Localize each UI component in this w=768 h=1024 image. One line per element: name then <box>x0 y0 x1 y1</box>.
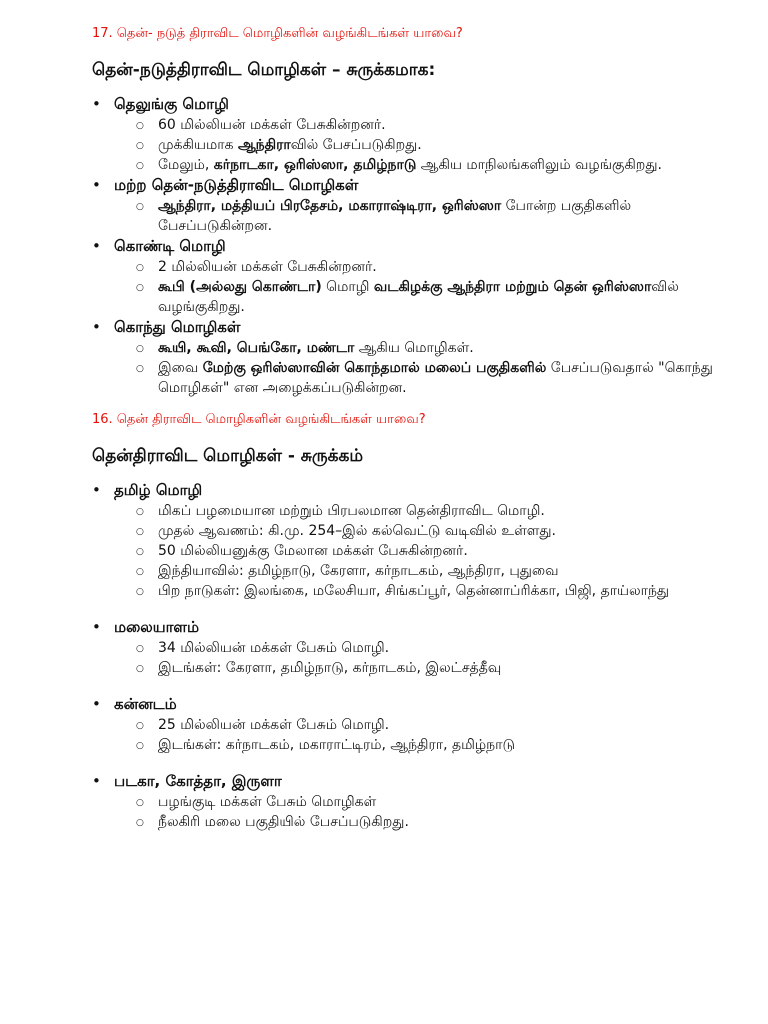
list-item: ○ பிற நாடுகள்: இலங்கை, மலேசியா, சிங்கப்பூர், தென்னாப்ரிக்கா, பிஜி, தாய்லாந்து <box>158 581 728 601</box>
list-item-other-south-central <box>114 175 728 236</box>
list-item: ○ ஆந்திரா, மத்தியப் பிரதேசம், மகாராஷ்டிரா, ஒரிஸ்ஸா போன்ற பகுதிகளில் பேசப்படுகின்றன. <box>158 196 728 236</box>
south-list <box>92 480 728 601</box>
list-item: ○ 34 மில்லியன் மக்கள் பேசும் மொழி. <box>158 638 728 658</box>
kannada-sublist <box>114 715 728 755</box>
list-item-kond <box>114 317 728 398</box>
question-17: 17. தென்- நடுத் திராவிட மொழிகளின் வழங்கிடங்கள் யாவை? <box>92 26 463 41</box>
question-16: 16. தென் திராவிட மொழிகளின் வழங்கிடங்கள் யாவை? <box>92 412 426 427</box>
list-item: ○ இடங்கள்: கர்நாடகம், மகாராட்டிரம், ஆந்திரா, தமிழ்நாடு <box>158 735 728 755</box>
telugu-sublist <box>114 115 728 175</box>
list-item: ○ 25 மில்லியன் மக்கள் பேசும் மொழி. <box>158 715 728 735</box>
list-item: ○ கூபி (அல்லது கொண்டா) மொழி வடகிழக்கு ஆந்திரா மற்றும் தென் ஒரிஸ்ஸாவில் வழங்குகிறது. <box>158 277 728 317</box>
list-item: ○ இவை மேற்கு ஒரிஸ்ஸாவின் கொந்தமால் மலைப் பகுதிகளில் பேசப்படுவதால் "கொந்து மொழிகள்" என அழைக்கப்படுகின்றன. <box>158 358 728 398</box>
list-item: ○ இந்தியாவில்: தமிழ்நாடு, கேரளா, கர்நாடகம், ஆந்திரா, புதுவை <box>158 561 728 581</box>
list-item: ○ இடங்கள்: கேரளா, தமிழ்நாடு, கர்நாடகம், இலட்சத்தீவு <box>158 658 728 678</box>
kond-title: கொந்து மொழிகள் <box>114 318 241 336</box>
heading-south-central: தென்-நடுத்திராவிட மொழிகள் – சுருக்கமாக: <box>92 60 436 80</box>
gondi-title: கொண்டி மொழி <box>114 237 226 255</box>
malayalam-title: மலையாளம் <box>114 618 200 636</box>
tamil-sublist <box>114 501 728 601</box>
badaga-sublist <box>114 792 728 832</box>
list-item: ○ முதல் ஆவணம்: கி.மு. 254–இல் கல்வெட்டு வடிவில் உள்ளது. <box>158 521 728 541</box>
telugu-title: தெலுங்கு மொழி <box>114 95 229 113</box>
badaga-title: படகா, கோத்தா, இருளா <box>114 772 282 790</box>
kannada-title: கன்னடம் <box>114 695 177 713</box>
list-item-gondi <box>114 236 728 317</box>
list-item: ○ நீலகிரி மலை பகுதியில் பேசப்படுகிறது. <box>158 812 728 832</box>
list-item-kannada <box>114 694 728 755</box>
list-item: ○ பழங்குடி மக்கள் பேசும் மொழிகள் <box>158 792 728 812</box>
other-title: மற்ற தென்-நடுத்திராவிட மொழிகள் <box>114 176 359 194</box>
list-item: ○ 50 மில்லியனுக்கு மேலான மக்கள் பேசுகின்றனர். <box>158 541 728 561</box>
list-item: ○ மிகப் பழமையான மற்றும் பிரபலமான தென்திராவிட மொழி. <box>158 501 728 521</box>
south-central-list <box>92 94 728 398</box>
list-item: ○ கூயி, கூவி, பெங்கோ, மண்டா ஆகிய மொழிகள். <box>158 338 728 358</box>
gondi-sublist <box>114 257 728 317</box>
kond-sublist <box>114 338 728 398</box>
other-sublist <box>114 196 728 236</box>
malayalam-sublist <box>114 638 728 678</box>
heading-south: தென்திராவிட மொழிகள் - சுருக்கம் <box>92 446 364 466</box>
list-item: ○ 60 மில்லியன் மக்கள் பேசுகின்றனர். <box>158 115 728 135</box>
list-item-badaga <box>114 771 728 832</box>
list-item-malayalam <box>114 617 728 678</box>
list-item-tamil <box>114 480 728 601</box>
tamil-title: தமிழ் மொழி <box>114 481 203 499</box>
list-item: ○ முக்கியமாக ஆந்திராவில் பேசப்படுகிறது. <box>158 135 728 155</box>
list-item-telugu <box>114 94 728 175</box>
list-item: ○ மேலும், கர்நாடகா, ஒரிஸ்ஸா, தமிழ்நாடு ஆகிய மாநிலங்களிலும் வழங்குகிறது. <box>158 155 728 175</box>
list-item: ○ 2 மில்லியன் மக்கள் பேசுகின்றனர். <box>158 257 728 277</box>
